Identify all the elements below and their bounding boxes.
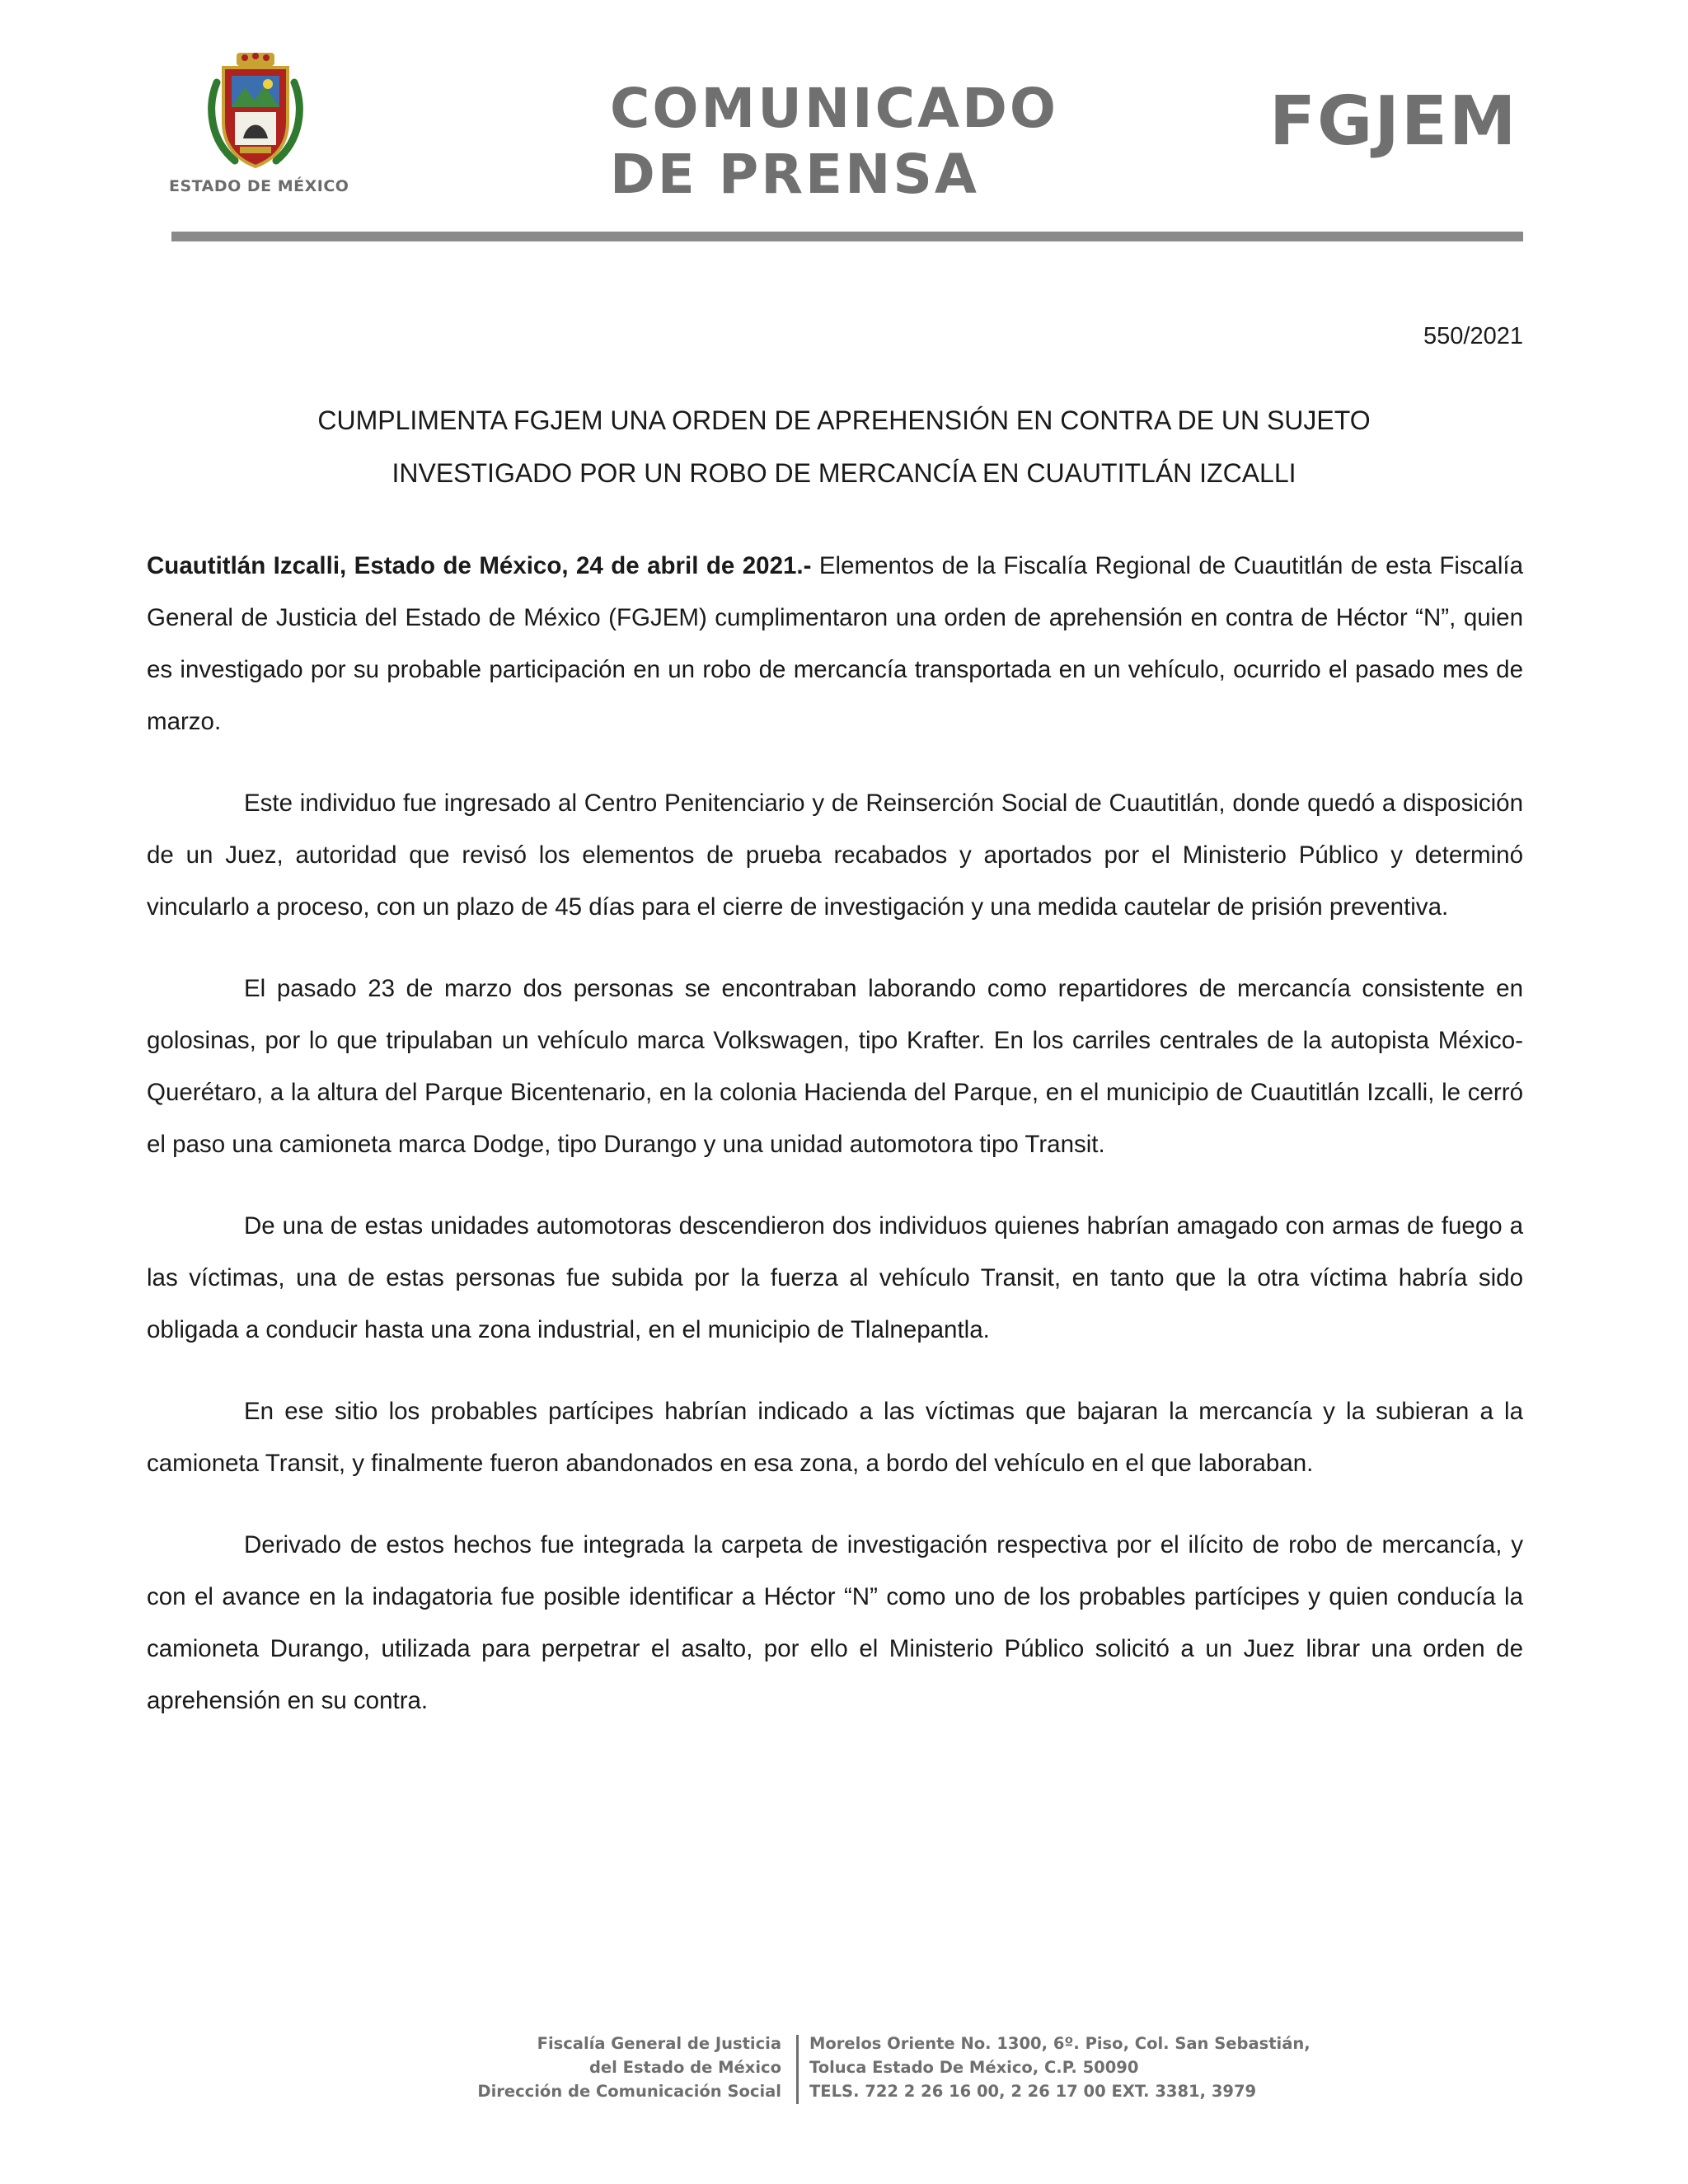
release-headline: [165, 394, 1523, 499]
paragraph-5: En ese sitio los probables partícipes habrían indicado a las víctimas que bajaran la mercancía y la subieran a la camioneta Transit, y finalmente fueron abandonados en esa zona, a bordo del vehículo en el que laboraban.: [147, 1398, 1523, 1477]
press-release-heading: [610, 76, 1071, 208]
headline-line-1: CUMPLIMENTA FGJEM UNA ORDEN DE APREHENSIÓN EN CONTRA DE UN SUJETO: [317, 405, 1371, 435]
footer: [0, 2032, 1688, 2101]
release-number: 550/2021: [1423, 323, 1523, 349]
dateline: Cuautitlán Izcalli, Estado de México, 24 de abril de 2021.-: [147, 552, 812, 579]
footer-phones: TELS. 722 2 26 16 00, 2 26 17 00 EXT. 3381, 3979: [809, 2082, 1257, 2101]
footer-contact: [809, 2032, 1311, 2103]
footer-divider: [796, 2035, 799, 2104]
footer-institution-line-3: Dirección de Comunicación Social: [477, 2082, 781, 2101]
release-body: [147, 540, 1523, 1756]
state-logo: [169, 49, 349, 195]
footer-institution-line-2: del Estado de México: [588, 2058, 781, 2077]
heading-line-2: DE PRENSA: [610, 143, 979, 206]
paragraph-1: [147, 540, 1523, 748]
agency-acronym: FGJEM: [1269, 82, 1518, 161]
letterhead: [0, 0, 1688, 247]
paragraph-2: Este individuo fue ingresado al Centro Penitenciario y de Reinserción Social de Cuautitlán, donde quedó a disposición de un Juez, autoridad que revisó los elementos de prueba recabados y aportados por el Ministerio Público y determinó vincularlo a proceso, con un plazo de 45 días para el cierre de investigación y una medida cautelar de prisión preventiva.: [147, 790, 1523, 921]
headline-line-2: INVESTIGADO POR UN ROBO DE MERCANCÍA EN CUAUTITLÁN IZCALLI: [392, 458, 1296, 488]
paragraph-1-text: Elementos de la Fiscalía Regional de Cuautitlán de esta Fiscalía General de Justicia del Estado de México (FGJEM) cumplimentaron una orden de aprehensión en contra de Héctor “N”, quien es investigado por su probable participación en un robo de mercancía transportada en un vehículo, ocurrido el pasado mes de marzo.: [147, 552, 1523, 735]
footer-address-line-1: Morelos Oriente No. 1300, 6º. Piso, Col. San Sebastián,: [809, 2034, 1311, 2053]
state-label: ESTADO DE MÉXICO: [169, 177, 349, 195]
heading-line-1: COMUNICADO: [610, 77, 1059, 140]
footer-institution: [477, 2032, 781, 2103]
footer-address-line-2: Toluca Estado De México, C.P. 50090: [809, 2058, 1139, 2077]
footer-institution-line-1: Fiscalía General de Justicia: [537, 2034, 781, 2053]
state-coat-of-arms-icon: [202, 49, 309, 173]
paragraph-4: De una de estas unidades automotoras descendieron dos individuos quienes habrían amagado con armas de fuego a las víctimas, una de estas personas fue subida por la fuerza al vehículo Transit, en tanto que la otra víctima habría sido obligada a conducir hasta una zona industrial, en el municipio de Tlalnepantla.: [147, 1212, 1523, 1343]
paragraph-6: Derivado de estos hechos fue integrada la carpeta de investigación respectiva por el ilícito de robo de mercancía, y con el avance en la indagatoria fue posible identificar a Héctor “N” como uno de los probables partícipes y quien conducía la camioneta Durango, utilizada para perpetrar el asalto, por ello el Ministerio Público solicitó a un Juez librar una orden de aprehensión en su contra.: [147, 1531, 1523, 1714]
paragraph-3: El pasado 23 de marzo dos personas se encontraban laborando como repartidores de mercancía consistente en golosinas, por lo que tripulaban un vehículo marca Volkswagen, tipo Krafter. En los carriles centrales de la autopista México-Querétaro, a la altura del Parque Bicentenario, en la colonia Hacienda del Parque, en el municipio de Cuautitlán Izcalli, le cerró el paso una camioneta marca Dodge, tipo Durango y una unidad automotora tipo Transit.: [147, 975, 1523, 1158]
header-divider: [171, 232, 1523, 241]
